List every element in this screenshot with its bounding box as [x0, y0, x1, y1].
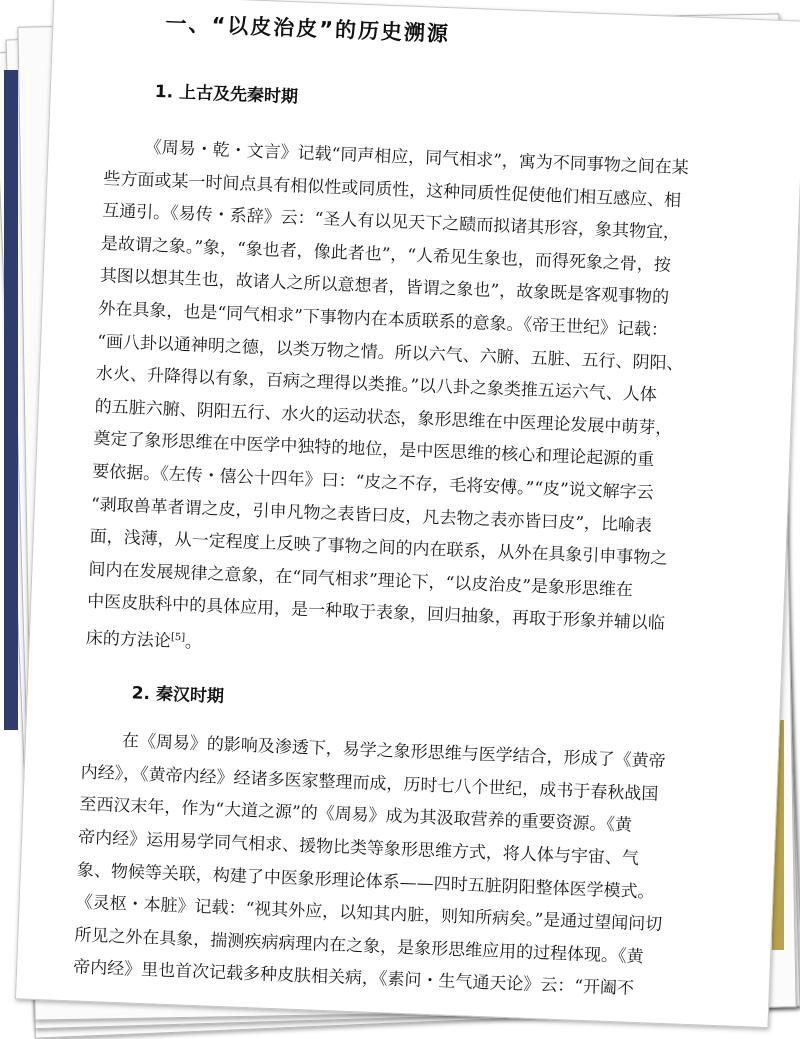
- citation-marker: [5]: [170, 631, 186, 644]
- paragraph-line: 互通引。《易传・系辞》云：“圣人有以见天下之赜而拟诸其形容，象其物宜，: [101, 201, 681, 244]
- paragraph-line: 帝内经》运用易学同气相求、援物比类等象形思维方式，将人体与宇宙、气: [77, 827, 640, 869]
- paragraph-line: 至西汉末年，作为“大道之源”的《周易》成为其汲取营养的重要资源。《黄: [79, 794, 633, 837]
- paragraph-line: 所见之外在具象，揣测疾病病理内在之象，是象形思维应用的过程体现。《黄: [74, 925, 644, 967]
- paragraph-line: 在《周易》的影响及渗透下，易学之象形思维与医学结合，形成了《黄帝: [121, 731, 666, 773]
- paragraph-line: 奠定了象形思维在中医学中独特的地位，是中医思维的核心和理论起源的重: [93, 429, 655, 471]
- document-page: [15, 0, 800, 1028]
- paragraph-line: 是故谓之象。”象，“象也者，像此者也”，“人希见生象也，而得死象之骨，按: [100, 233, 672, 276]
- paragraph-line: 内经》，《黄帝内经》经诸多医家整理而成，历时七八个世纪，成书于春秋战国: [80, 762, 659, 805]
- paragraph-line: “剥取兽革者谓之皮，引申凡物之表皆曰皮，凡去物之表亦皆曰皮”，比喻表: [90, 494, 653, 536]
- paragraph-line: 其图以想其生也，故诸人之所以意想者，皆谓之象也”，故象既是客观事物的: [99, 266, 670, 309]
- book-edge-navy: [4, 70, 18, 730]
- paragraph-line: 要依据。《左传・僖公十四年》曰：“皮之不存，毛将安傅。”“皮”说文解字云: [91, 461, 654, 504]
- paragraph-line: 些方面或某一时间点具有相似性或同质性，这种同质性促使他们相互感应、相: [103, 168, 682, 211]
- section2-heading: 2. 秦汉时期: [131, 683, 225, 708]
- paragraph-line: 的五脏六腑、阴阳五行、水火的运动状态，象形思维在中医理论发展中萌芽，: [94, 396, 673, 439]
- section2-paragraph: [73, 724, 743, 1010]
- last-line-text: 床的方法论: [85, 628, 172, 652]
- paragraph-line: 间内在发展规律之意象，在“同气相求”理论下，“以皮治皮”是象形思维在: [88, 559, 634, 601]
- paragraph-line: 帝内经》里也首次记载多种皮肤相关病，《素问・生气通天论》云：“开阖不: [72, 957, 635, 1000]
- page-content: [73, 5, 770, 1010]
- paragraph-line: 面，浅薄，从一定程度上反映了事物之间的内在联系，从外在具象引申事物之: [89, 526, 668, 569]
- paragraph-line: 中医皮肤科中的具体应用，是一种取于表象，回归抽象，再取于形象并辅以临: [86, 591, 666, 635]
- paragraph-line: 水火、升降得以有象，百病之理得以类推。”以八卦之象类推五运六气、人体: [95, 363, 658, 406]
- paragraph-line: 《灵枢・本脏》记载：“视其外应，以知其内脏，则知所病矣。”是通过望闻问切: [75, 892, 663, 936]
- chapter-heading: 一、“以皮治皮”的历史溯源: [165, 11, 451, 47]
- last-line-end: 。: [184, 631, 203, 653]
- section1-heading: 1. 上古及先秦时期: [154, 81, 299, 108]
- section1-paragraph: [85, 130, 765, 680]
- paragraph-line: 外在具象，也是“同气相求”下事物内在本质联系的意象。《帝王世纪》记载：: [98, 298, 669, 341]
- paragraph-line: “画八卦以通神明之德，以类万物之情。所以六气、六腑、五脏、五行、阴阳、: [96, 331, 684, 374]
- paragraph-line: 《周易・乾・文言》记载“同声相应，同气相求”，寓为不同事物之间在某: [144, 137, 690, 179]
- paragraph-line: 象、物候等关联，构建了中医象形理论体系——四时五脏阴阳整体医学模式。: [76, 859, 655, 903]
